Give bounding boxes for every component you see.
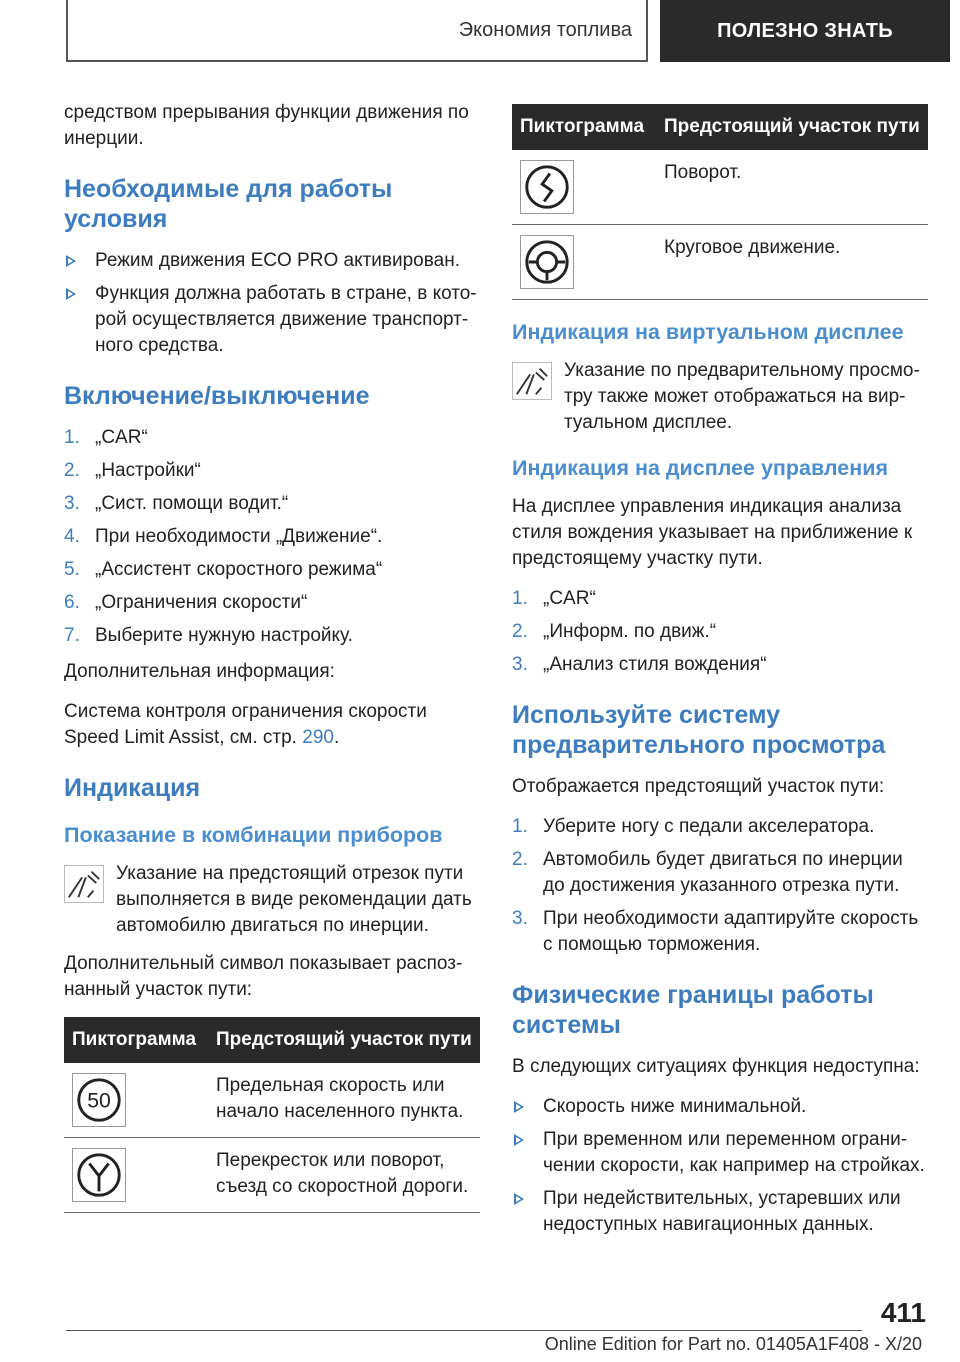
extra-info-label: Дополнительная информация: [64, 661, 335, 682]
road-preview-icon [64, 865, 104, 903]
junction-icon [72, 1148, 126, 1202]
heading-on-off: Включение/выключение [64, 382, 370, 410]
heading-virtual-display: Индикация на виртуальном дисплее [512, 320, 904, 344]
heading-cluster: Показание в комбинации приборов [64, 823, 443, 847]
on-off-steps [64, 425, 480, 649]
heading-use-preview: Используйте систему предварительного просмотра [512, 701, 886, 759]
table-row [64, 1138, 480, 1213]
list-item: 1. „CAR“ [512, 588, 596, 609]
right-column [512, 104, 928, 1248]
intro-paragraph: средством прерывания функции движения по инерции. [64, 102, 469, 149]
table-header-pictogram: Пиктограмма [512, 104, 656, 150]
list-item: 4. При необходимости „Движение“. [64, 526, 383, 547]
bullet-triangle-icon [514, 1134, 524, 1146]
header-chapter-title: ПОЛЕЗНО ЗНАТЬ [717, 19, 893, 42]
speed-limit-paragraph: Система контроля ограничения скорости Speed Limit Assist, см. стр. 290. [64, 701, 427, 748]
list-item: 2. Автомобиль будет двигаться по инерции до достижения указанного отрезка пути. [512, 849, 903, 896]
roundabout-icon [520, 235, 574, 289]
bullet-triangle-icon [66, 288, 76, 300]
table-cell-text: Поворот. [656, 150, 928, 225]
heading-system-limits: Физические границы работы системы [512, 981, 874, 1039]
list-item: 2. „Настройки“ [64, 460, 201, 481]
pictogram-table-right [512, 104, 928, 300]
list-item: 3. „Анализ стиля вождения“ [512, 654, 767, 675]
left-column [64, 100, 480, 1231]
table-row [64, 1063, 480, 1138]
control-display-steps [512, 586, 928, 678]
footer-edition: Online Edition for Part no. 01405A1F408 - X/20 [544, 1334, 922, 1354]
table-cell-text: Перекресток или поворот, съезд со скоростной дороги. [208, 1138, 480, 1213]
heading-display: Индикация [64, 774, 201, 802]
control-display-paragraph: На дисплее управления индикация анализа стиля вождения указывает на приближение к предстоящему участку пути. [512, 496, 913, 569]
system-limits-paragraph: В следующих ситуациях функция недоступна: [512, 1056, 920, 1077]
heading-conditions: Необходимые для работы условия [64, 175, 393, 233]
list-item: 3. При необходимости адаптируйте скорость с помощью торможения. [512, 908, 919, 955]
svg-text:50: 50 [87, 1089, 111, 1113]
list-item: Функция должна работать в стране, в которой осуществляется движение транспортного средства. [64, 281, 480, 359]
list-item: 2. „Информ. по движ.“ [512, 621, 717, 642]
use-preview-paragraph: Отображается предстоящий участок пути: [512, 776, 885, 797]
list-item: При временном или переменном ограничении скорости, как например на стройках. [512, 1127, 928, 1179]
footer-divider [66, 1330, 862, 1331]
table-header-section: Предстоящий участок пути [656, 104, 928, 150]
use-preview-steps [512, 814, 928, 958]
table-header-section: Предстоящий участок пути [208, 1017, 480, 1063]
list-item: При недействительных, устаревших или недоступных навигационных данных. [512, 1186, 928, 1238]
header-section-tab [66, 0, 648, 62]
page-number: 411 [880, 1297, 926, 1328]
list-item: Режим движения ECO PRO активирован. [64, 248, 480, 274]
bullet-triangle-icon [66, 255, 76, 267]
road-preview-icon [512, 362, 552, 400]
list-item: 6. „Ограничения скорости“ [64, 592, 308, 613]
bullet-triangle-icon [514, 1193, 524, 1205]
virtual-note: Указание по предварительному просмотру также может отображаться на виртуальном дисплее. [512, 358, 928, 436]
table-cell-text: Предельная скорость или начало населенного пункта. [208, 1063, 480, 1138]
bullet-triangle-icon [514, 1101, 524, 1113]
page-reference-link[interactable]: 290 [302, 727, 334, 748]
list-item: 1. Уберите ногу с педали акселератора. [512, 816, 875, 837]
list-item: 7. Выберите нужную настройку. [64, 625, 353, 646]
table-cell-text: Круговое движение. [656, 225, 928, 300]
table-row [512, 150, 928, 225]
heading-control-display: Индикация на дисплее управления [512, 456, 889, 480]
extra-symbol-paragraph: Дополнительный символ показывает распознанный участок пути: [64, 953, 463, 1000]
cluster-note: Указание на предстоящий отрезок пути выполняется в виде рекомендации дать автомобилю двигаться по инерции. [64, 861, 480, 939]
list-item: 1. „CAR“ [64, 427, 148, 448]
conditions-list [64, 248, 480, 359]
list-item: Скорость ниже минимальной. [512, 1094, 928, 1120]
list-item: 3. „Сист. помощи водит.“ [64, 493, 289, 514]
list-item: 5. „Ассистент скоростного режима“ [64, 559, 383, 580]
speed-limit-50-icon [72, 1073, 126, 1127]
curve-icon [520, 160, 574, 214]
header-section-title: Экономия топлива [458, 18, 632, 41]
pictogram-table-left [64, 1017, 480, 1213]
system-limits-list [512, 1094, 928, 1238]
header-chapter-tab [660, 0, 950, 62]
table-row [512, 225, 928, 300]
table-header-pictogram: Пиктограмма [64, 1017, 208, 1063]
